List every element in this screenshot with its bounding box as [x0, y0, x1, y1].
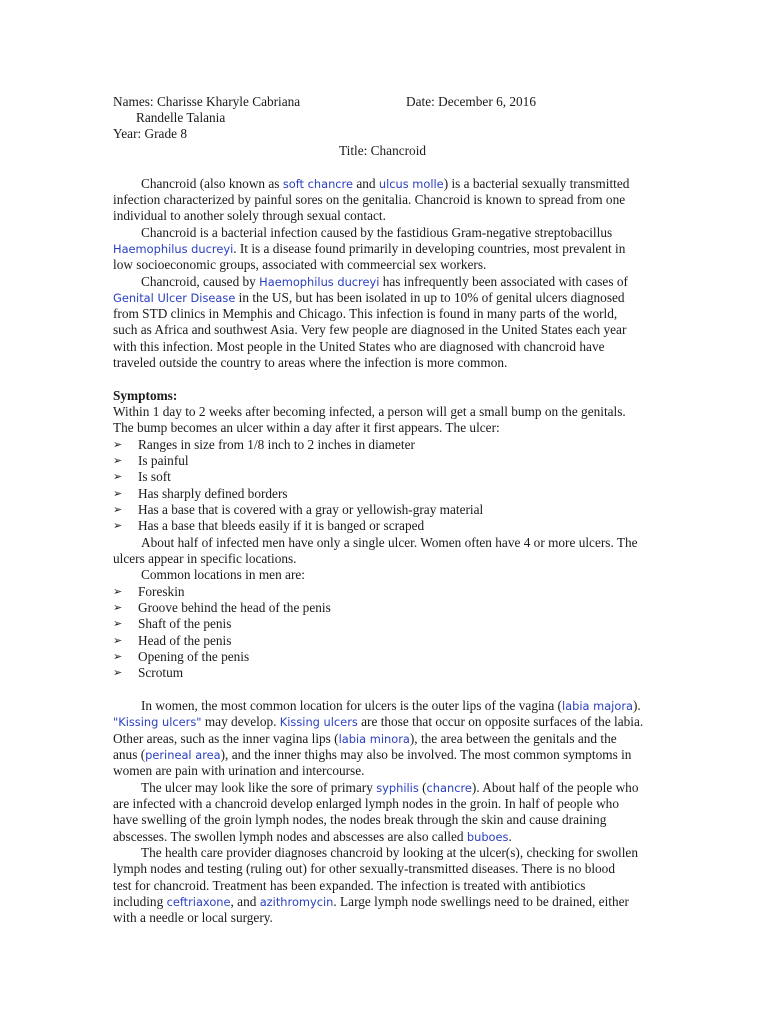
- diagnosis-line4: including ceftriaxone, and azithromycin. Large lymph node swellings need to be drained, either: [113, 894, 629, 909]
- ulcer-look-line4: abscesses. The swollen lymph nodes and abscesses are also called buboes.: [113, 829, 512, 844]
- para3-line3: from STD clinics in Memphis and Chicago. This infection is found in many parts of the world,: [113, 306, 618, 321]
- para1-line2: infection characterized by painful sores on the genitalia. Chancroid is known to spread from one: [113, 192, 626, 207]
- year-line: Year: Grade 8: [113, 126, 187, 141]
- para2-line3: low socioeconomic groups, associated with commeercial sex workers.: [113, 257, 487, 272]
- date-line: Date: December 6, 2016: [406, 94, 536, 109]
- link-chancre[interactable]: chancre: [426, 781, 472, 795]
- women-line1: In women, the most common location for ulcers is the outer lips of the vagina (labia majora).: [141, 698, 641, 713]
- men-ulcers-line2: ulcers appear in specific locations.: [113, 551, 297, 566]
- document-page: Names: Charisse Kharyle Cabriana Date: December 6, 2016 Randelle Talania Year: Grade 8 Title: Chancroid Chancroid (also known as soft chancre and ulcus molle) is a bacterial sexually transmitted infection characterized by painful sores on the genitalia. Chancroid is known to spread from one individual to another solely through sexual contact. Chancroid is a bacterial infection caused by the fastidious Gram-negative streptobacillus Haemophilus ducreyi. It is a disease found primarily in developing countries, most prevalent in low socioeconomic groups, associated with commeercial sex workers. Chancroid, caused by Haemophilus ducreyi has infrequently been associated with cases of Genital Ulcer Disease in the US, but has been isolated in up to 10% of genital ulcers diagnosed from STD clinics in Memphis and Chicago. This infection is found in many parts of the world, such as Africa and southwest Asia. Very few people are diagnosed in the United States each year with this infection. Most people in the United States who are diagnosed with chancroid have traveled outside the country to areas where the infection is more common. Symptoms: Within 1 day to 2 weeks after becoming infected, a person will get a small bump on the genitals. The bump becomes an ulcer within a day after it first appears. The ulcer: ➢ Ranges in size from 1/8 inch to 2 inches in diameter ➢ Is painful ➢ Is soft ➢ Has sharply defined borders ➢ Has a base that is covered with a gray or yellowish-gray material ➢ Has a base that bleeds easily if it is banged or scraped About half of infected men have only a single ulcer. Women often have 4 or more ulcers. The ulcers appear in specific locations. Common locations in men are: ➢ Foreskin ➢ Groove behind the head of the penis ➢ Shaft of the penis ➢ Head of the penis ➢ Opening of the penis ➢ Scrotum In women, the most common location for ulcers is the outer lips of the vagina (labia majora). "Kissing ulcers" may develop. Kissing ulcers are those that occur on opposite surfaces of the labia. Other areas, such as the inner vagina lips (labia minora), the area between the genitals and the anus (perineal area), and the inner thighs may also be involved. The most common symptoms in women are pain with urination and intercourse. The ulcer may look like the sore of primary syphilis (chancre). About half of the people who are infected with a chancroid develop enlarged lymph nodes in the groin. In half of people who have swelling of the groin lymph nodes, the nodes break through the skin and cause draining abscesses. The swollen lymph nodes and abscesses are also called buboes. The health care provider diagnoses chancroid by looking at the ulcer(s), checking for swollen lymph nodes and testing (ruling out) for other sexually-transmitted diseases. There is no blood test for chancroid. Treatment has been expanded. The infection is treated with antibiotics including ceftriaxone, and azithromycin. Large lymph node swellings need to be drained, either with a needle or local surgery.: [113, 94, 644, 925]
- women-line3: Other areas, such as the inner vagina lips (labia minora), the area between the genitals and the: [113, 731, 617, 746]
- diagnosis-line3: test for chancroid. Treatment has been expanded. The infection is treated with antibiotics: [113, 878, 586, 893]
- men-ulcers-line1: About half of infected men have only a single ulcer. Women often have 4 or more ulcers. The: [141, 535, 638, 550]
- women-line4: anus (perineal area), and the inner thighs may also be involved. The most common symptoms in: [113, 747, 632, 762]
- para3-line5: with this infection. Most people in the United States who are diagnosed with chancroid have: [113, 339, 605, 354]
- symptoms-intro-line1: Within 1 day to 2 weeks after becoming infected, a person will get a small bump on the genitals.: [113, 404, 626, 419]
- link-ceftriaxone[interactable]: ceftriaxone: [166, 895, 231, 909]
- link-haemophilus-ducreyi-2[interactable]: Haemophilus ducreyi: [259, 275, 380, 289]
- para3-line1: Chancroid, caused by Haemophilus ducreyi has infrequently been associated with cases of: [141, 274, 628, 289]
- diagnosis-line1: The health care provider diagnoses chancroid by looking at the ulcer(s), checking for swollen: [141, 845, 638, 860]
- link-kissing-ulcers-quoted[interactable]: "Kissing ulcers": [113, 715, 202, 729]
- link-ulcus-molle[interactable]: ulcus molle: [378, 177, 444, 191]
- diagnosis-line5: with a needle or local surgery.: [113, 910, 273, 925]
- symptoms-heading: Symptoms:: [113, 388, 178, 403]
- arrow-bullet-icon: ➢: [113, 438, 123, 451]
- link-labia-majora[interactable]: labia majora: [561, 699, 633, 713]
- arrow-bullet-icon: ➢: [113, 454, 123, 467]
- ulcer-look-line1: The ulcer may look like the sore of primary syphilis (chancre). About half of the people who: [141, 780, 639, 795]
- ulcer-look-line2: are infected with a chancroid develop enlarged lymph nodes in the groin. In half of people who: [113, 796, 619, 811]
- link-genital-ulcer-disease[interactable]: Genital Ulcer Disease: [113, 291, 236, 305]
- arrow-bullet-icon: ➢: [113, 617, 123, 630]
- diagnosis-line2: lymph nodes and testing (ruling out) for other sexually-transmitted diseases. There is no blood: [113, 861, 615, 876]
- para3-line4: such as Africa and southwest Asia. Very few people are diagnosed in the United States each year: [113, 322, 627, 337]
- para3-line6: traveled outside the country to areas where the infection is more common.: [113, 355, 508, 370]
- arrow-bullet-icon: ➢: [113, 470, 123, 483]
- para2-line2: Haemophilus ducreyi. It is a disease found primarily in developing countries, most prevalent in: [113, 241, 626, 256]
- men-locations-label: Common locations in men are:: [141, 567, 305, 582]
- arrow-bullet-icon: ➢: [113, 634, 123, 647]
- link-labia-minora[interactable]: labia minora: [338, 732, 410, 746]
- document-title: Title: Chancroid: [339, 143, 427, 158]
- arrow-bullet-icon: ➢: [113, 519, 123, 532]
- arrow-bullet-icon: ➢: [113, 585, 123, 598]
- link-buboes[interactable]: buboes: [466, 830, 509, 844]
- link-azithromycin[interactable]: azithromycin: [259, 895, 334, 909]
- link-soft-chancre[interactable]: soft chancre: [282, 177, 353, 191]
- women-line5: women are pain with urination and intercourse.: [113, 763, 365, 778]
- para3-line2: Genital Ulcer Disease in the US, but has been isolated in up to 10% of genital ulcers diagnosed: [113, 290, 625, 305]
- names-line: Names: Charisse Kharyle Cabriana: [113, 94, 301, 109]
- para2-line1: Chancroid is a bacterial infection caused by the fastidious Gram-negative streptobacillus: [141, 225, 613, 240]
- link-perineal-area[interactable]: perineal area: [145, 748, 221, 762]
- ulcer-look-line3: have swelling of the groin lymph nodes, the nodes break through the skin and cause draining: [113, 812, 607, 827]
- arrow-bullet-icon: ➢: [113, 487, 123, 500]
- para1-line3: individual to another solely through sexual contact.: [113, 208, 386, 223]
- symptoms-intro-line2: The bump becomes an ulcer within a day after it first appears. The ulcer:: [113, 420, 500, 435]
- women-line2: "Kissing ulcers" may develop. Kissing ulcers are those that occur on opposite surfaces of the labia.: [113, 714, 644, 729]
- arrow-bullet-icon: ➢: [113, 666, 123, 679]
- arrow-bullet-icon: ➢: [113, 601, 123, 614]
- link-syphilis[interactable]: syphilis: [376, 781, 419, 795]
- link-haemophilus-ducreyi[interactable]: Haemophilus ducreyi: [113, 242, 234, 256]
- para1-line1: Chancroid (also known as soft chancre and ulcus molle) is a bacterial sexually transmitted: [141, 176, 630, 191]
- link-kissing-ulcers[interactable]: Kissing ulcers: [279, 715, 358, 729]
- arrow-bullet-icon: ➢: [113, 503, 123, 516]
- arrow-bullet-icon: ➢: [113, 650, 123, 663]
- second-name-line: Randelle Talania: [136, 110, 226, 125]
